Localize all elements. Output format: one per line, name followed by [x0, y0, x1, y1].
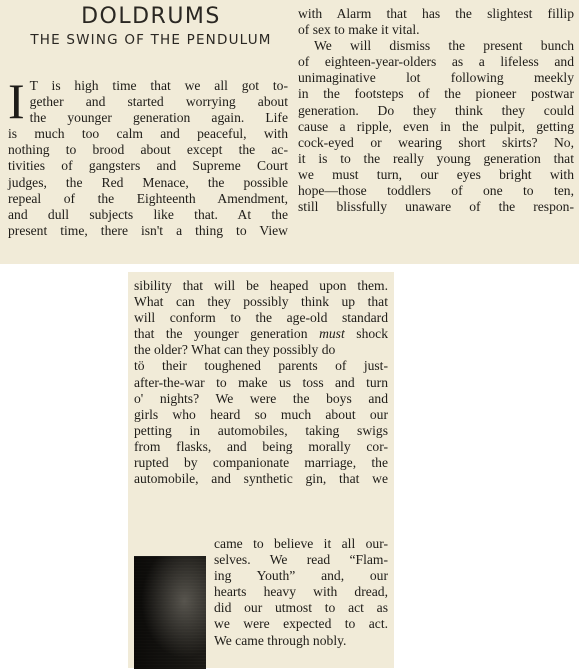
text-fragment: that the younger generation	[134, 326, 308, 342]
text-line: petting in automobiles, taking swigs	[134, 422, 388, 438]
text-line: after-the-war to make us toss and turn	[134, 374, 388, 390]
bottom-column	[134, 278, 388, 487]
text-line: sibility that will be heaped upon them.	[134, 278, 388, 293]
text-line: nothing to brood about except the ac-	[8, 142, 288, 158]
text-line: cock-eyed or wearing short skirts? No,	[298, 134, 574, 150]
text-line: hope—those toddlers of one to ten,	[298, 183, 574, 199]
text-line: gether and started worrying about	[29, 94, 288, 110]
text-line: came to believe it all our-	[214, 536, 388, 551]
text-line: present time, there isn't a thing to View	[8, 222, 288, 238]
left-column	[8, 73, 288, 239]
narrow-column	[214, 536, 388, 649]
text-line: hearts heavy with dread,	[214, 584, 388, 600]
text-line: girls who heard so much about our	[134, 406, 388, 422]
text-line: automobile, and synthetic gin, that we	[134, 471, 388, 487]
text-line: tö their toughened parents of just-	[134, 358, 388, 374]
text-line: selves. We read “Flam-	[214, 552, 388, 568]
text-line: What can they possibly think up that	[134, 294, 388, 310]
text-line: it is to the really young generation that	[298, 150, 574, 166]
text-line: will conform to the age-old standard	[134, 310, 388, 326]
illustration-shading	[134, 556, 206, 668]
text-line: We will dismiss the present bunch	[314, 38, 574, 54]
text-line: repeal of the Eighteenth Amendment,	[8, 190, 288, 206]
text-line: from flasks, and being morally cor-	[134, 438, 388, 454]
text-line: did our utmost to act as	[214, 600, 388, 616]
text-line: rupted by companionate marriage, the	[134, 455, 388, 471]
text-line: we were expected to act.	[214, 616, 388, 632]
article-subtitle: THE SWING OF THE PENDULUM	[30, 32, 272, 48]
text-line: of eighteen-year-olders as a lifeless and	[298, 54, 574, 70]
drop-cap: I	[8, 73, 25, 129]
text-line: the younger generation again. Life	[29, 110, 288, 126]
text-line: generation. Do they think they could	[298, 102, 574, 118]
text-fragment: shock	[356, 326, 389, 342]
text-line: cause a ripple, even in the pulpit, getting	[298, 118, 574, 134]
text-line: judges, the Red Menace, the possible	[8, 174, 288, 190]
text-line: o' nights? We were the boys and	[134, 390, 388, 406]
text-line: in the footsteps of the pioneer postwar	[298, 86, 574, 102]
text-line: and dull subjects like that. At the	[8, 206, 288, 222]
text-line-emphasis	[134, 326, 388, 342]
article-title: DOLDRUMS	[81, 4, 221, 29]
text-line: ing Youth” and, our	[214, 568, 388, 584]
text-line: of sex to make it vital.	[298, 22, 420, 38]
text-line: we must turn, our eyes bright with	[298, 166, 574, 182]
text-line: is much too calm and peaceful, with	[8, 126, 288, 142]
text-line: the older? What can they possibly do	[134, 342, 336, 358]
text-line: with Alarm that has the slightest fillip	[298, 6, 574, 21]
text-line: T is high time that we all got to-	[29, 78, 288, 93]
text-line: We came through nobly.	[214, 632, 347, 648]
text-line: tivities of gangsters and Supreme Court	[8, 158, 288, 174]
right-column	[298, 6, 574, 215]
article-heading	[8, 4, 294, 49]
text-line: still blissfully unaware of the respon-	[298, 199, 574, 215]
text-line: unimaginative lot following meekly	[298, 70, 574, 86]
emphasis-word: must	[319, 326, 345, 342]
